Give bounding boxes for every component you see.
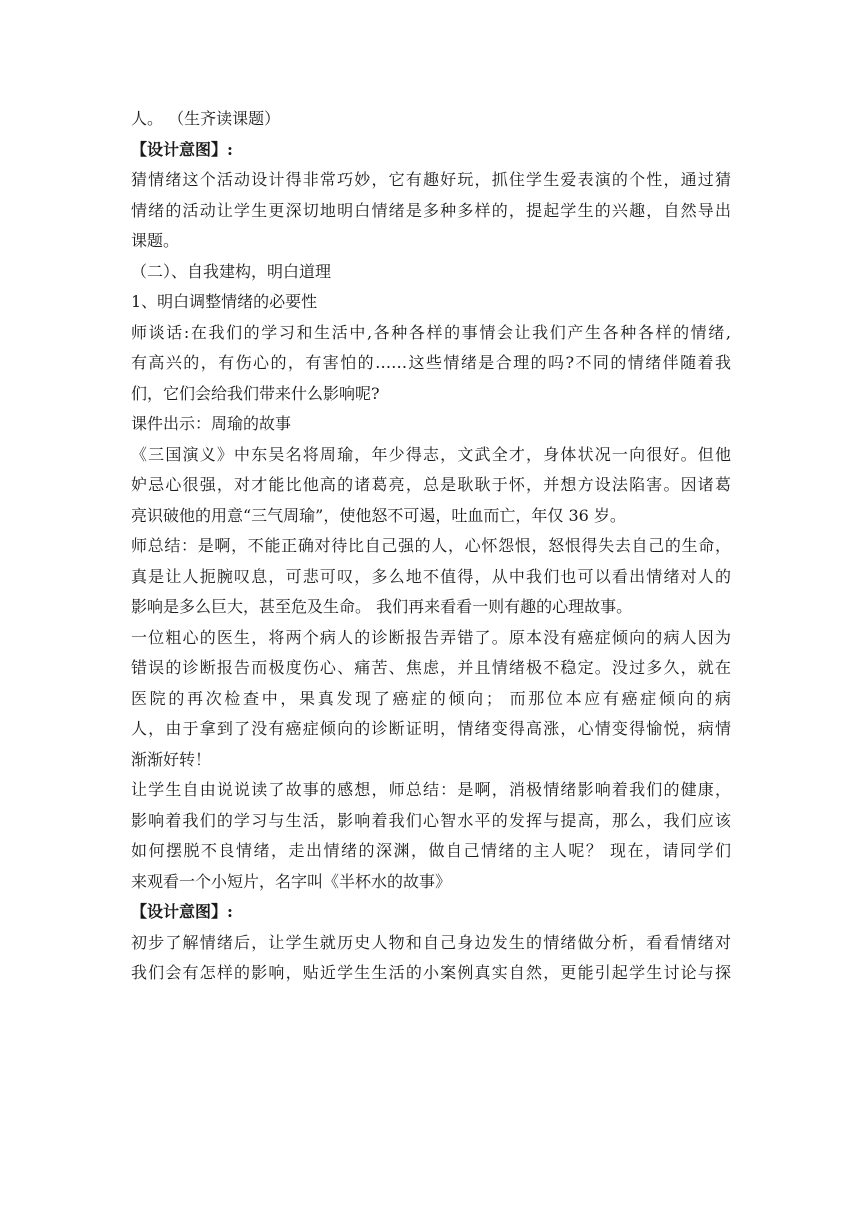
- text-line: 影响着我们的学习与生活，影响着我们心智水平的发挥与提高，那么，我们应该: [131, 810, 731, 830]
- text-line: 课件出示：周瑜的故事: [131, 414, 292, 433]
- text-line: 医院的再次检查中，果真发现了癌症的倾向； 而那位本应有癌症倾向的病: [131, 688, 731, 708]
- text-line: 师总结：是啊，不能正确对待比自己强的人，心怀怨恨，怒恨得失去自己的生命，: [131, 536, 731, 555]
- subsection-heading: 1、明白调整情绪的必要性: [131, 292, 318, 311]
- text-line: 真是让人扼腕叹息，可悲可叹，多么地不值得，从中我们也可以看出情绪对人的: [131, 566, 731, 586]
- text-line: 亮识破他的用意“三气周瑜”，使他怒不可遏，吐血而亡，年仅 36 岁。: [131, 505, 626, 525]
- text-line: 人。 （生齐读课题）: [131, 109, 281, 128]
- text-line: 让学生自由说说读了故事的感想，师总结：是啊，消极情绪影响着我们的健康，: [131, 780, 731, 799]
- section-heading: 【设计意图】:: [131, 902, 233, 921]
- text-line: 师谈话:在我们的学习和生活中,各种各样的事情会让我们产生各种各样的情绪,: [131, 322, 731, 342]
- text-line: 猜情绪这个活动设计得非常巧妙，它有趣好玩，抓住学生爱表演的个性，通过猜: [131, 170, 731, 189]
- text-line: 们，它们会给我们带来什么影响呢?: [131, 383, 380, 403]
- text-line: 情绪的活动让学生更深切地明白情绪是多种多样的，提起学生的兴趣，自然导出: [131, 200, 731, 220]
- text-line: 渐渐好转！: [131, 749, 212, 769]
- text-line: 来观看一个小短片，名字叫《半杯水的故事》: [131, 871, 452, 891]
- section-heading: 【设计意图】:: [131, 139, 233, 159]
- text-line: 人，由于拿到了没有癌症倾向的诊断证明，情绪变得高涨，心情变得愉悦，病情: [131, 719, 731, 738]
- text-line: 错误的诊断报告而极度伤心、痛苦、焦虑，并且情绪极不稳定。没过多久，就在: [131, 658, 731, 677]
- text-line: 一位粗心的医生，将两个病人的诊断报告弄错了。原本没有癌症倾向的病人因为: [131, 627, 731, 647]
- text-line: 有高兴的，有伤心的，有害怕的……这些情绪是合理的吗?不同的情绪伴随着我: [131, 353, 731, 372]
- text-line: 《三国演义》中东吴名将周瑜，年少得志，文武全才，身体状况一向很好。但他: [131, 444, 731, 464]
- text-line: 影响是多么巨大，甚至危及生命。 我们再来看看一则有趣的心理故事。: [131, 597, 633, 616]
- document-page: [131, 104, 731, 989]
- text-line: 我们会有怎样的影响，贴近学生生活的小案例真实自然，更能引起学生讨论与探: [131, 963, 731, 982]
- section-heading: （二）、自我建构，明白道理: [131, 261, 332, 281]
- text-line: 初步了解情绪后，让学生就历史人物和自己身边发生的情绪做分析，看看情绪对: [131, 932, 731, 952]
- text-line: 课题。: [131, 231, 180, 250]
- text-line: 妒忌心很强，对才能比他高的诸葛亮，总是耿耿于怀，并想方设法陷害。因诸葛: [131, 475, 731, 494]
- text-line: 如何摆脱不良情绪，走出情绪的深渊，做自己情绪的主人呢？ 现在，请同学们: [131, 841, 731, 860]
